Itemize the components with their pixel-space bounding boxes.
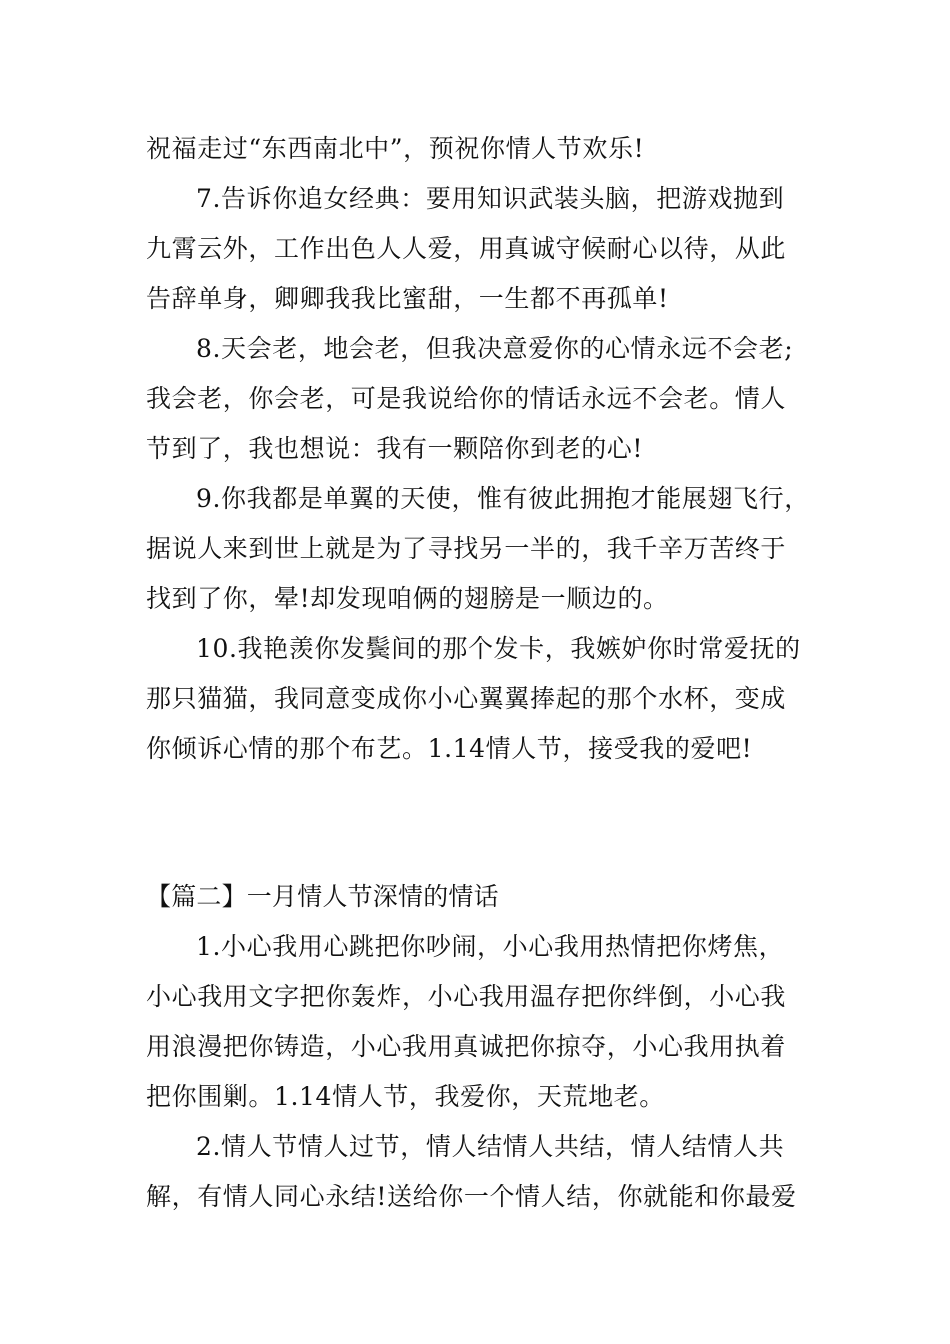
text-line: 解，有情人同心永结!送给你一个情人结，你就能和你最爱 <box>146 1182 797 1211</box>
text-line: 你倾诉心情的那个布艺。1.14情人节，接受我的爱吧! <box>146 734 753 763</box>
text-line: 节到了，我也想说：我有一颗陪你到老的心! <box>146 434 644 463</box>
text-line: 九霄云外，工作出色人人爱，用真诚守候耐心以待，从此 <box>146 234 787 263</box>
text-line: 1.小心我用心跳把你吵闹，小心我用热情把你烤焦， <box>196 932 785 961</box>
text-line: 10.我艳羡你发鬓间的那个发卡，我嫉妒你时常爱抚的 <box>196 634 801 663</box>
text-line: 我会老，你会老，可是我说给你的情话永远不会老。情人 <box>146 384 787 413</box>
text-line: 用浪漫把你铸造，小心我用真诚把你掠夺，小心我用执着 <box>146 1032 787 1061</box>
text-line: 据说人来到世上就是为了寻找另一半的，我千辛万苦终于 <box>146 534 787 563</box>
text-line: 7.告诉你追女经典：要用知识武装头脑，把游戏抛到 <box>196 184 785 213</box>
text-line: 那只猫猫，我同意变成你小心翼翼捧起的那个水杯，变成 <box>146 684 787 713</box>
section-heading: 【篇二】一月情人节深情的情话 <box>146 882 499 911</box>
text-line: 2.情人节情人过节，情人结情人共结，情人结情人共 <box>196 1132 785 1161</box>
text-line: 9.你我都是单翼的天使，惟有彼此拥抱才能展翅飞行， <box>196 484 810 513</box>
text-line: 把你围剿。1.14情人节，我爱你，天荒地老。 <box>146 1082 665 1111</box>
text-line: 8.天会老，地会老，但我决意爱你的心情永远不会老; <box>196 334 794 363</box>
text-line: 告辞单身，卿卿我我比蜜甜，一生都不再孤单! <box>146 284 669 313</box>
text-line: 小心我用文字把你轰炸，小心我用温存把你绊倒，小心我 <box>146 982 787 1011</box>
text-line: 祝福走过“东西南北中”，预祝你情人节欢乐! <box>146 134 645 163</box>
text-line: 找到了你，晕!却发现咱俩的翅膀是一顺边的。 <box>146 584 669 613</box>
